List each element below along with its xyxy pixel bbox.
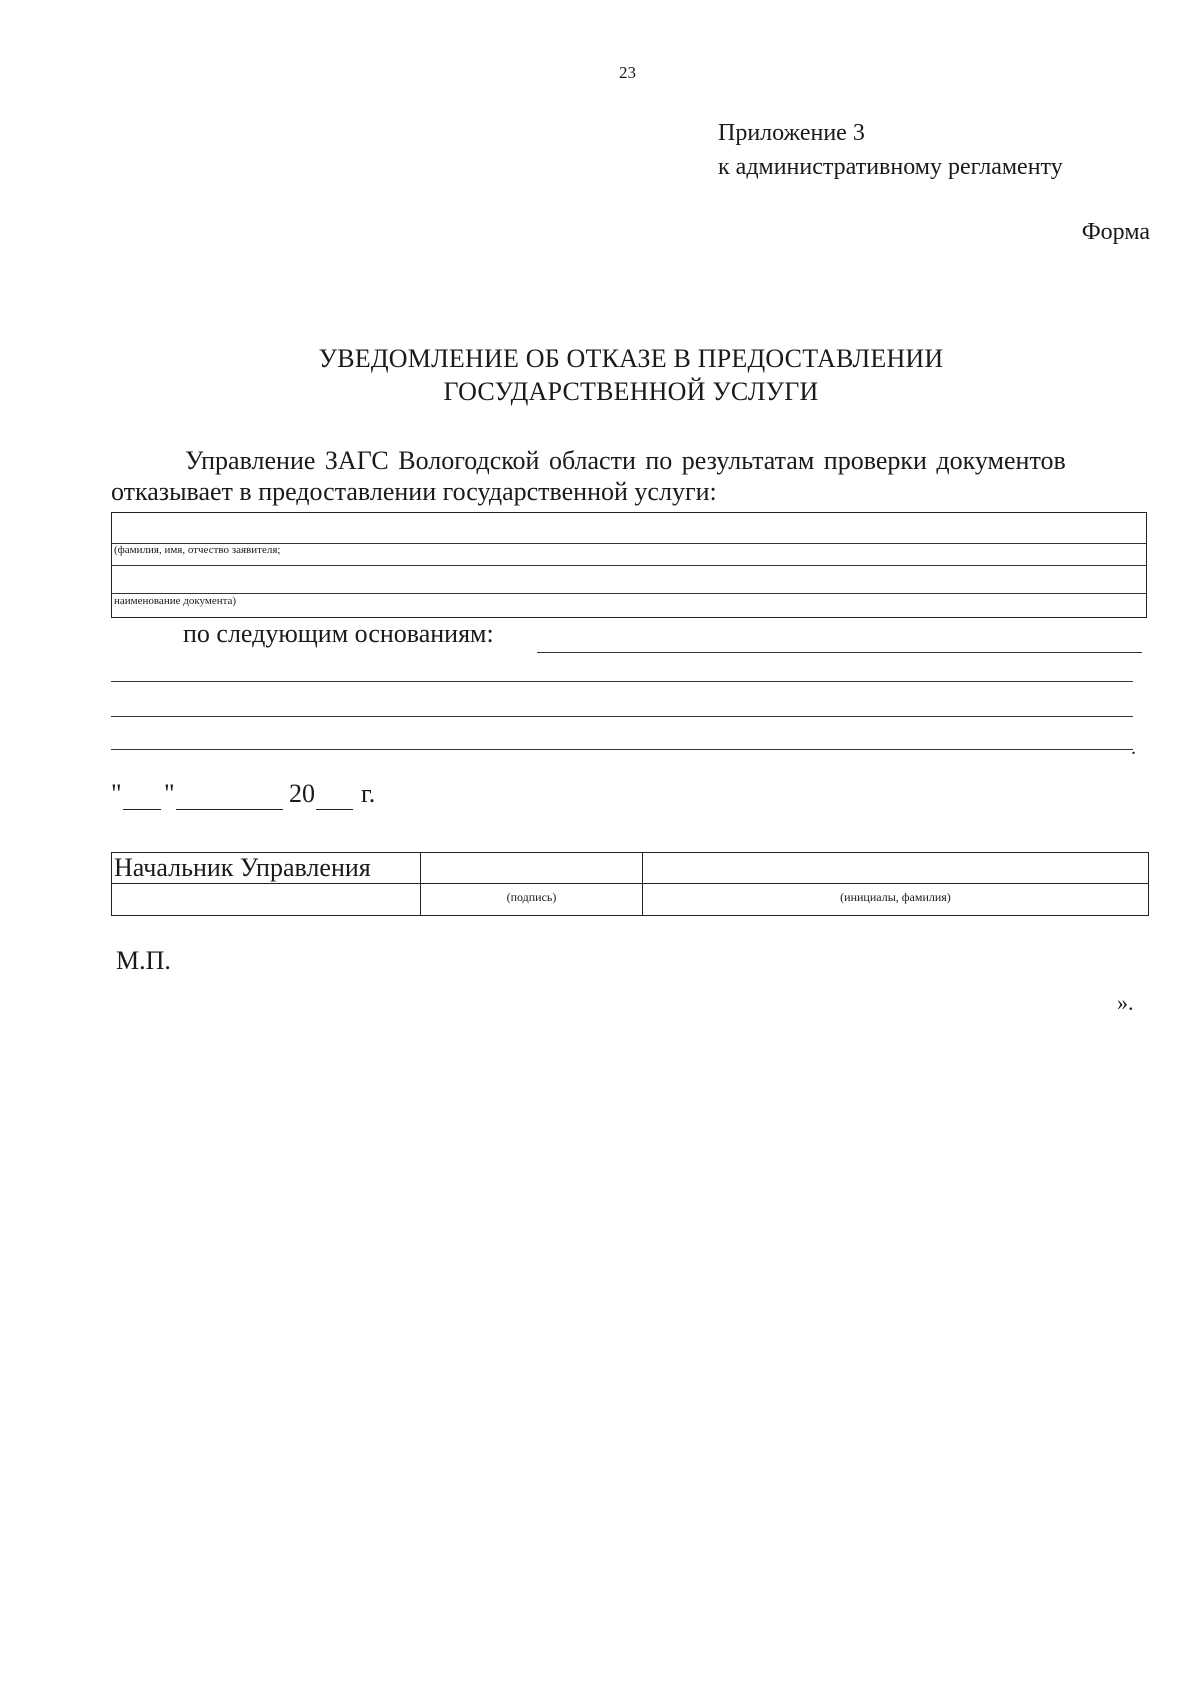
appendix-reference: к административному регламенту: [718, 154, 1063, 180]
date-day-blank[interactable]: [123, 809, 161, 810]
document-name-field[interactable]: [112, 566, 1146, 592]
reasons-line-2[interactable]: [111, 681, 1133, 682]
reasons-end-mark: .: [1131, 737, 1136, 759]
date-line: [111, 779, 431, 819]
applicant-caption: (фамилия, имя, отчество заявителя;: [114, 544, 281, 556]
signature-table: [111, 852, 1149, 916]
reasons-line-3[interactable]: [111, 716, 1133, 717]
signature-caption: (подпись): [421, 884, 643, 916]
date-year-blank[interactable]: [316, 809, 353, 810]
date-quote-close: ": [164, 779, 175, 808]
reasons-line-1[interactable]: [537, 652, 1142, 653]
position-title: Начальник Управления: [112, 853, 421, 884]
form-label: Форма: [1081, 219, 1150, 245]
date-month-blank[interactable]: [176, 809, 283, 810]
document-title-line2: ГОСУДАРСТВЕННОЙ УСЛУГИ: [443, 377, 819, 406]
date-year-suffix: г.: [361, 779, 376, 808]
appendix-number: Приложение 3: [718, 120, 865, 146]
document-title-line1: УВЕДОМЛЕНИЕ ОБ ОТКАЗЕ В ПРЕДОСТАВЛЕНИИ: [318, 344, 944, 373]
applicant-name-field[interactable]: [112, 513, 1146, 543]
stamp-placeholder: М.П.: [116, 946, 171, 975]
signature-field[interactable]: [421, 853, 643, 884]
name-caption: (инициалы, фамилия): [643, 884, 1149, 916]
name-field[interactable]: [643, 853, 1149, 884]
reasons-line-4[interactable]: [111, 749, 1133, 750]
date-year-prefix: 20: [289, 779, 315, 808]
date-quote-open: ": [111, 779, 122, 808]
applicant-info-box: [111, 512, 1147, 618]
document-caption: наименование документа): [114, 595, 237, 607]
reasons-label: по следующим основаниям:: [183, 619, 494, 648]
page-number: 23: [619, 63, 636, 82]
intro-line1: Управление ЗАГС Вологодской области по результатам проверки документов: [185, 446, 1066, 475]
document-underline: [112, 593, 1146, 594]
empty-cell: [112, 884, 421, 916]
intro-line2: отказывает в предоставлении государственной услуги:: [111, 477, 717, 506]
closing-quote: ».: [1117, 990, 1134, 1015]
